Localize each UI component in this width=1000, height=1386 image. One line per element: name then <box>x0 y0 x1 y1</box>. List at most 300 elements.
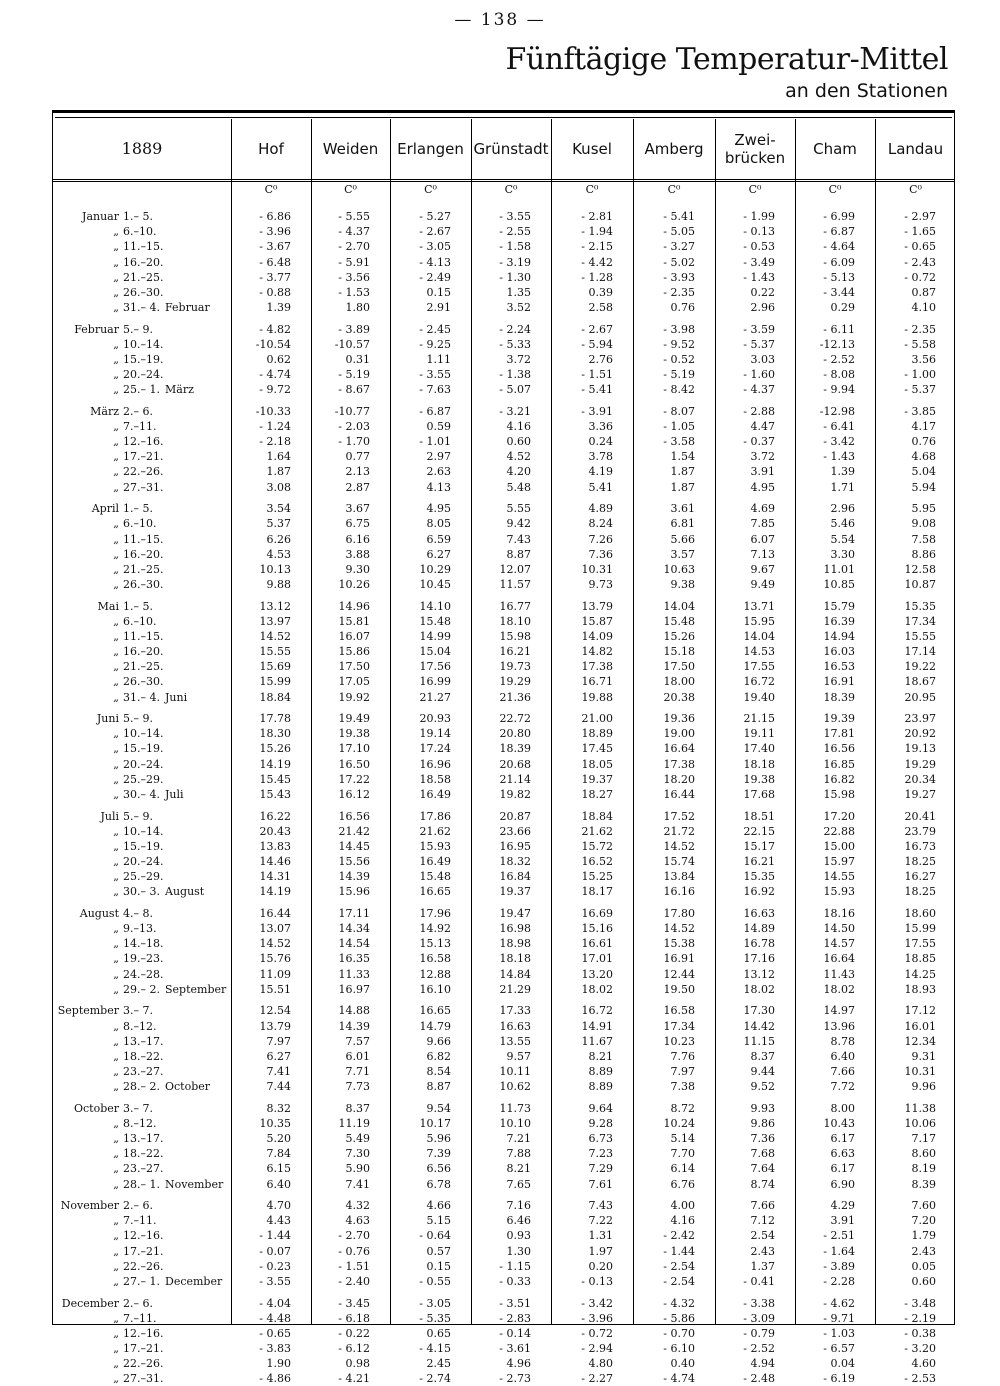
temperature-value: - 2.70 <box>338 240 370 254</box>
temperature-value: - 2.24 <box>499 322 531 336</box>
temperature-value: 12.34 <box>904 1034 936 1048</box>
temperature-value: 7.84 <box>266 1147 291 1161</box>
temperature-value: 17.16 <box>743 952 775 966</box>
temperature-value: 19.92 <box>338 690 370 704</box>
temperature-value: 19.29 <box>904 757 936 771</box>
temperature-value: 5.41 <box>588 480 613 494</box>
temperature-value: 7.43 <box>588 1199 613 1213</box>
temperature-value: 6.27 <box>266 1049 291 1063</box>
temperature-value: - 2.52 <box>743 1342 775 1355</box>
temperature-value: 15.38 <box>663 937 695 951</box>
temperature-value: 19.73 <box>499 660 531 674</box>
temperature-value: 6.40 <box>266 1177 291 1191</box>
table-row <box>53 674 954 689</box>
period-days: 15.–19. <box>123 352 164 366</box>
temperature-value: 13.96 <box>823 1019 855 1033</box>
temperature-value: 23.66 <box>499 824 531 838</box>
temperature-value: 8.54 <box>426 1064 451 1078</box>
temperature-value: 14.88 <box>338 1004 370 1018</box>
table-row <box>53 1296 954 1311</box>
temperature-value: - 2.74 <box>419 1372 451 1386</box>
temperature-value: 17.50 <box>338 660 370 674</box>
temperature-value: 14.52 <box>259 937 291 951</box>
period-end-month: October <box>165 1080 211 1094</box>
period-end-month: Juli <box>165 787 184 801</box>
temperature-value: - 1.44 <box>259 1229 291 1243</box>
temperature-value: 18.25 <box>904 855 936 868</box>
temperature-value: 12.88 <box>419 967 451 981</box>
temperature-value: - 1.43 <box>823 450 855 464</box>
table-row <box>53 757 954 772</box>
temperature-value: 14.79 <box>419 1019 451 1033</box>
temperature-value: 5.66 <box>670 532 695 546</box>
temperature-value: - 2.52 <box>823 352 855 366</box>
temperature-value: 9.64 <box>588 1101 613 1115</box>
temperature-value: 19.14 <box>419 727 451 741</box>
temperature-value: 19.50 <box>663 982 695 996</box>
temperature-value: 19.27 <box>904 787 936 801</box>
temperature-value: 8.24 <box>588 517 613 531</box>
temperature-value: - 0.76 <box>338 1244 370 1258</box>
temperature-value: - 5.27 <box>419 210 451 223</box>
ditto-mark: „ <box>113 855 119 868</box>
unit-label: C⁰ <box>667 183 681 196</box>
temperature-value: 4.95 <box>426 502 451 516</box>
table-row <box>53 382 954 397</box>
temperature-value: - 2.53 <box>904 1372 936 1386</box>
column-divider <box>311 119 312 1324</box>
temperature-value: 15.56 <box>338 855 370 868</box>
temperature-value: 15.45 <box>259 772 291 786</box>
period-days: 21.–25. <box>123 660 164 674</box>
temperature-value: 5.20 <box>266 1132 291 1145</box>
table-row <box>53 480 954 495</box>
temperature-value: - 3.98 <box>663 322 695 336</box>
temperature-value: 14.96 <box>338 599 370 613</box>
temperature-value: 7.65 <box>506 1177 531 1191</box>
table-top-rule <box>55 117 952 118</box>
temperature-value: 8.05 <box>426 517 451 531</box>
temperature-value: - 1.43 <box>743 270 775 284</box>
temperature-value: - 3.49 <box>743 255 775 269</box>
ditto-mark: „ <box>113 547 119 561</box>
temperature-value: - 4.64 <box>823 240 855 254</box>
temperature-value: 3.72 <box>506 352 531 366</box>
temperature-value: - 5.41 <box>663 210 695 223</box>
temperature-value: 17.55 <box>743 660 775 674</box>
temperature-value: 15.96 <box>338 885 370 899</box>
temperature-value: 10.24 <box>663 1116 695 1130</box>
temperature-value: 12.07 <box>499 562 531 576</box>
month-label: Januar <box>82 210 119 223</box>
temperature-value: - 3.20 <box>904 1342 936 1355</box>
temperature-value: 7.20 <box>911 1214 936 1228</box>
temperature-value: 15.93 <box>823 885 855 899</box>
temperature-value: - 4.74 <box>259 368 291 381</box>
temperature-value: 3.61 <box>670 502 695 516</box>
temperature-value: - 2.51 <box>823 1229 855 1243</box>
temperature-value: 13.20 <box>581 967 613 981</box>
ditto-mark: „ <box>113 562 119 576</box>
temperature-value: 21.72 <box>663 824 695 838</box>
temperature-value: 10.23 <box>663 1034 695 1048</box>
temperature-value: - 5.05 <box>663 225 695 239</box>
period-days: 1.– 5. <box>123 210 153 223</box>
temperature-value: - 4.86 <box>259 1372 291 1386</box>
temperature-value: 7.13 <box>750 547 775 561</box>
temperature-value: 16.63 <box>499 1019 531 1033</box>
temperature-value: 4.53 <box>266 547 291 561</box>
temperature-value: 2.87 <box>345 480 370 494</box>
temperature-value: 4.89 <box>588 502 613 516</box>
temperature-value: 8.37 <box>345 1101 370 1115</box>
temperature-value: 16.82 <box>823 772 855 786</box>
period-days: 24.–28. <box>123 967 164 981</box>
temperature-value: 6.16 <box>345 532 370 546</box>
period-days: 30.– 3. <box>123 885 160 899</box>
temperature-value: 1.39 <box>830 465 855 479</box>
period-days: 12.–16. <box>123 1326 164 1340</box>
temperature-value: 16.65 <box>419 885 451 899</box>
temperature-value: - 8.08 <box>823 368 855 381</box>
ditto-mark: „ <box>113 435 119 449</box>
temperature-value: 3.30 <box>830 547 855 561</box>
ditto-mark: „ <box>113 885 119 899</box>
temperature-value: 16.39 <box>823 614 855 628</box>
temperature-value: - 2.40 <box>338 1274 370 1288</box>
table-row <box>53 1356 954 1371</box>
temperature-value: 16.84 <box>499 870 531 884</box>
temperature-value: - 4.82 <box>259 322 291 336</box>
ditto-mark: „ <box>113 937 119 951</box>
temperature-value: - 0.13 <box>743 225 775 239</box>
period-days: 16.–20. <box>123 547 164 561</box>
temperature-value: 14.52 <box>259 629 291 643</box>
temperature-value: 7.12 <box>750 1214 775 1228</box>
temperature-value: 6.17 <box>830 1162 855 1176</box>
temperature-value: 8.60 <box>911 1147 936 1161</box>
temperature-value: 8.74 <box>750 1177 775 1191</box>
temperature-value: 14.04 <box>663 599 695 613</box>
ditto-mark: „ <box>113 1080 119 1094</box>
temperature-value: 3.91 <box>830 1214 855 1228</box>
temperature-value: 18.02 <box>823 982 855 996</box>
table-row <box>53 1244 954 1259</box>
temperature-value: -10.57 <box>334 337 370 351</box>
temperature-value: 13.12 <box>259 599 291 613</box>
temperature-value: 15.13 <box>419 937 451 951</box>
ditto-mark: „ <box>113 787 119 801</box>
table-row <box>53 1034 954 1049</box>
table-row <box>53 1326 954 1341</box>
temperature-value: 14.84 <box>499 967 531 981</box>
table-row <box>53 839 954 854</box>
period-days: 7.–11. <box>123 419 157 433</box>
temperature-value: 7.76 <box>670 1049 695 1063</box>
temperature-value: 16.50 <box>338 757 370 771</box>
temperature-value: 20.80 <box>499 727 531 741</box>
column-divider <box>551 119 552 1324</box>
temperature-value: - 3.55 <box>499 210 531 223</box>
period-days: 28.– 2. <box>123 1080 160 1094</box>
temperature-value: 14.52 <box>663 922 695 936</box>
temperature-value: 9.38 <box>670 577 695 591</box>
table-row <box>53 1371 954 1386</box>
period-days: 16.–20. <box>123 645 164 658</box>
temperature-value: - 2.43 <box>904 255 936 269</box>
temperature-value: 4.13 <box>426 480 451 494</box>
temperature-value: 16.44 <box>259 906 291 920</box>
temperature-value: 6.76 <box>670 1177 695 1191</box>
header-rule <box>53 179 954 182</box>
temperature-value: 16.64 <box>823 952 855 966</box>
period-days: 30.– 4. <box>123 787 160 801</box>
period-days: 5.– 9. <box>123 712 153 726</box>
temperature-value: 14.94 <box>823 629 855 643</box>
ditto-mark: „ <box>113 300 119 314</box>
temperature-value: -12.13 <box>819 337 855 351</box>
temperature-value: 4.16 <box>506 419 531 433</box>
temperature-value: - 1.70 <box>338 435 370 449</box>
period-days: 5.– 9. <box>123 809 153 823</box>
ditto-mark: „ <box>113 240 119 254</box>
temperature-value: 16.35 <box>338 952 370 966</box>
temperature-value: 18.02 <box>581 982 613 996</box>
table-row <box>53 982 954 997</box>
temperature-value: - 2.15 <box>581 240 613 254</box>
temperature-value: 16.12 <box>338 787 370 801</box>
temperature-value: 5.15 <box>426 1214 451 1228</box>
table-row <box>53 869 954 884</box>
temperature-value: 6.59 <box>426 532 451 546</box>
temperature-value: 17.11 <box>338 906 370 920</box>
ditto-mark: „ <box>113 465 119 479</box>
temperature-value: 3.03 <box>750 352 775 366</box>
temperature-value: 0.59 <box>426 419 451 433</box>
table-row <box>53 1161 954 1176</box>
period-days: 20.–24. <box>123 855 164 868</box>
temperature-value: - 3.48 <box>904 1296 936 1310</box>
temperature-value: - 5.19 <box>663 368 695 381</box>
temperature-value: 17.78 <box>259 712 291 726</box>
temperature-value: 5.55 <box>506 502 531 516</box>
temperature-value: 19.38 <box>743 772 775 786</box>
temperature-value: - 6.10 <box>663 1342 695 1355</box>
temperature-value: 8.72 <box>670 1101 695 1115</box>
temperature-value: 18.05 <box>581 757 613 771</box>
ditto-mark: „ <box>113 839 119 853</box>
temperature-value: - 0.64 <box>419 1229 451 1243</box>
temperature-value: - 6.48 <box>259 255 291 269</box>
temperature-value: - 5.41 <box>581 383 613 397</box>
temperature-value: 6.14 <box>670 1162 695 1176</box>
temperature-value: 16.99 <box>419 675 451 689</box>
temperature-value: 21.29 <box>499 982 531 996</box>
temperature-value: - 0.14 <box>499 1326 531 1340</box>
temperature-value: 17.24 <box>419 742 451 756</box>
temperature-value: 16.07 <box>338 629 370 643</box>
table-row <box>53 854 954 869</box>
temperature-value: 10.10 <box>499 1116 531 1130</box>
temperature-value: 15.48 <box>419 870 451 884</box>
temperature-value: - 3.19 <box>499 255 531 269</box>
period-days: 18.–22. <box>123 1147 164 1161</box>
temperature-value: - 3.09 <box>743 1311 775 1325</box>
table-row <box>53 1064 954 1079</box>
temperature-value: 2.54 <box>750 1229 775 1243</box>
temperature-value: 14.50 <box>823 922 855 936</box>
unit-label: C⁰ <box>585 183 599 196</box>
temperature-value: 17.96 <box>419 906 451 920</box>
period-end-month: Juni <box>165 690 188 704</box>
temperature-value: 14.09 <box>581 629 613 643</box>
temperature-value: - 9.52 <box>663 337 695 351</box>
temperature-value: - 1.94 <box>581 225 613 239</box>
temperature-value: 0.24 <box>588 435 613 449</box>
table-row <box>53 322 954 337</box>
temperature-value: 6.26 <box>266 532 291 546</box>
station-header: Kusel <box>572 140 612 158</box>
temperature-value: 10.45 <box>419 577 451 591</box>
temperature-value: 13.83 <box>259 839 291 853</box>
temperature-value: 0.22 <box>750 285 775 299</box>
temperature-value: 5.94 <box>911 480 936 494</box>
temperature-value: 1.64 <box>266 450 291 464</box>
temperature-value: 4.47 <box>750 419 775 433</box>
temperature-value: 16.77 <box>499 599 531 613</box>
temperature-value: 14.34 <box>338 922 370 936</box>
temperature-value: 14.45 <box>338 839 370 853</box>
station-header: Landau <box>887 140 944 158</box>
temperature-value: - 4.13 <box>419 255 451 269</box>
station-header: Weiden <box>322 140 379 158</box>
temperature-value: 1.79 <box>911 1229 936 1243</box>
temperature-value: - 6.87 <box>419 404 451 418</box>
temperature-value: 15.00 <box>823 839 855 853</box>
period-days: 10.–14. <box>123 824 164 838</box>
temperature-value: 10.29 <box>419 562 451 576</box>
temperature-value: 15.76 <box>259 952 291 966</box>
ditto-mark: „ <box>113 225 119 239</box>
month-label: August <box>79 906 119 920</box>
temperature-value: 19.00 <box>663 727 695 741</box>
temperature-value: - 3.44 <box>823 285 855 299</box>
temperature-value: - 2.49 <box>419 270 451 284</box>
temperature-value: 18.18 <box>743 757 775 771</box>
table-row <box>53 690 954 705</box>
temperature-value: 7.61 <box>588 1177 613 1191</box>
ditto-mark: „ <box>113 922 119 936</box>
unit-label: C⁰ <box>264 183 278 196</box>
temperature-value: 6.01 <box>345 1049 370 1063</box>
ditto-mark: „ <box>113 690 119 704</box>
temperature-value: 5.54 <box>830 532 855 546</box>
temperature-value: - 4.15 <box>419 1342 451 1355</box>
temperature-value: 16.72 <box>743 675 775 689</box>
temperature-value: - 8.07 <box>663 404 695 418</box>
temperature-value: 23.79 <box>904 824 936 838</box>
temperature-value: 14.99 <box>419 629 451 643</box>
temperature-value: - 0.53 <box>743 240 775 254</box>
period-days: 8.–12. <box>123 1019 157 1033</box>
temperature-value: - 0.33 <box>499 1274 531 1288</box>
temperature-value: 15.79 <box>823 599 855 613</box>
temperature-value: 4.29 <box>830 1199 855 1213</box>
temperature-value: 18.84 <box>581 809 613 823</box>
temperature-value: 7.85 <box>750 517 775 531</box>
temperature-value: - 0.52 <box>663 352 695 366</box>
temperature-value: 15.43 <box>259 787 291 801</box>
ditto-mark: „ <box>113 645 119 658</box>
temperature-value: 15.86 <box>338 645 370 658</box>
temperature-value: 3.08 <box>266 480 291 494</box>
temperature-value: - 2.97 <box>904 210 936 223</box>
temperature-value: 15.26 <box>663 629 695 643</box>
temperature-value: 4.17 <box>911 419 936 433</box>
temperature-value: 17.22 <box>338 772 370 786</box>
temperature-value: - 3.21 <box>499 404 531 418</box>
temperature-value: 5.14 <box>670 1132 695 1145</box>
temperature-value: 7.60 <box>911 1199 936 1213</box>
temperature-value: 4.68 <box>911 450 936 464</box>
temperature-value: - 4.62 <box>823 1296 855 1310</box>
temperature-value: 7.66 <box>830 1064 855 1078</box>
temperature-value: -10.33 <box>255 404 291 418</box>
temperature-value: 3.54 <box>266 502 291 516</box>
temperature-value: 17.34 <box>904 614 936 628</box>
temperature-value: - 0.55 <box>419 1274 451 1288</box>
table-row <box>53 300 954 315</box>
temperature-value: 1.39 <box>266 300 291 314</box>
ditto-mark: „ <box>113 270 119 284</box>
temperature-value: 4.19 <box>588 465 613 479</box>
temperature-value: 11.43 <box>823 967 855 981</box>
temperature-value: - 2.54 <box>663 1274 695 1288</box>
temperature-value: - 5.91 <box>338 255 370 269</box>
temperature-value: - 0.23 <box>259 1259 291 1273</box>
temperature-value: 18.20 <box>663 772 695 786</box>
temperature-value: 2.45 <box>426 1357 451 1371</box>
temperature-value: - 8.42 <box>663 383 695 397</box>
temperature-value: - 5.86 <box>663 1311 695 1325</box>
ditto-mark: „ <box>113 577 119 591</box>
page-number: — 138 — <box>454 10 546 30</box>
temperature-value: - 2.42 <box>663 1229 695 1243</box>
table-row <box>53 967 954 982</box>
temperature-value: - 3.83 <box>259 1342 291 1355</box>
temperature-value: 18.32 <box>499 855 531 868</box>
temperature-value: 14.97 <box>823 1004 855 1018</box>
temperature-table <box>52 110 955 1386</box>
temperature-value: 10.87 <box>904 577 936 591</box>
station-header: Grünstadt <box>473 140 549 158</box>
temperature-value: 8.37 <box>750 1049 775 1063</box>
temperature-value: 11.57 <box>499 577 531 591</box>
temperature-value: - 2.28 <box>823 1274 855 1288</box>
temperature-value: 16.01 <box>904 1019 936 1033</box>
table-row <box>53 1019 954 1034</box>
temperature-value: 7.88 <box>506 1147 531 1161</box>
temperature-value: - 2.45 <box>419 322 451 336</box>
temperature-value: 4.00 <box>670 1199 695 1213</box>
table-row <box>53 285 954 300</box>
temperature-value: 6.75 <box>345 517 370 531</box>
temperature-value: 17.14 <box>904 645 936 658</box>
temperature-value: 7.26 <box>588 532 613 546</box>
temperature-value: - 3.85 <box>904 404 936 418</box>
temperature-value: 13.79 <box>259 1019 291 1033</box>
temperature-value: - 2.88 <box>743 404 775 418</box>
